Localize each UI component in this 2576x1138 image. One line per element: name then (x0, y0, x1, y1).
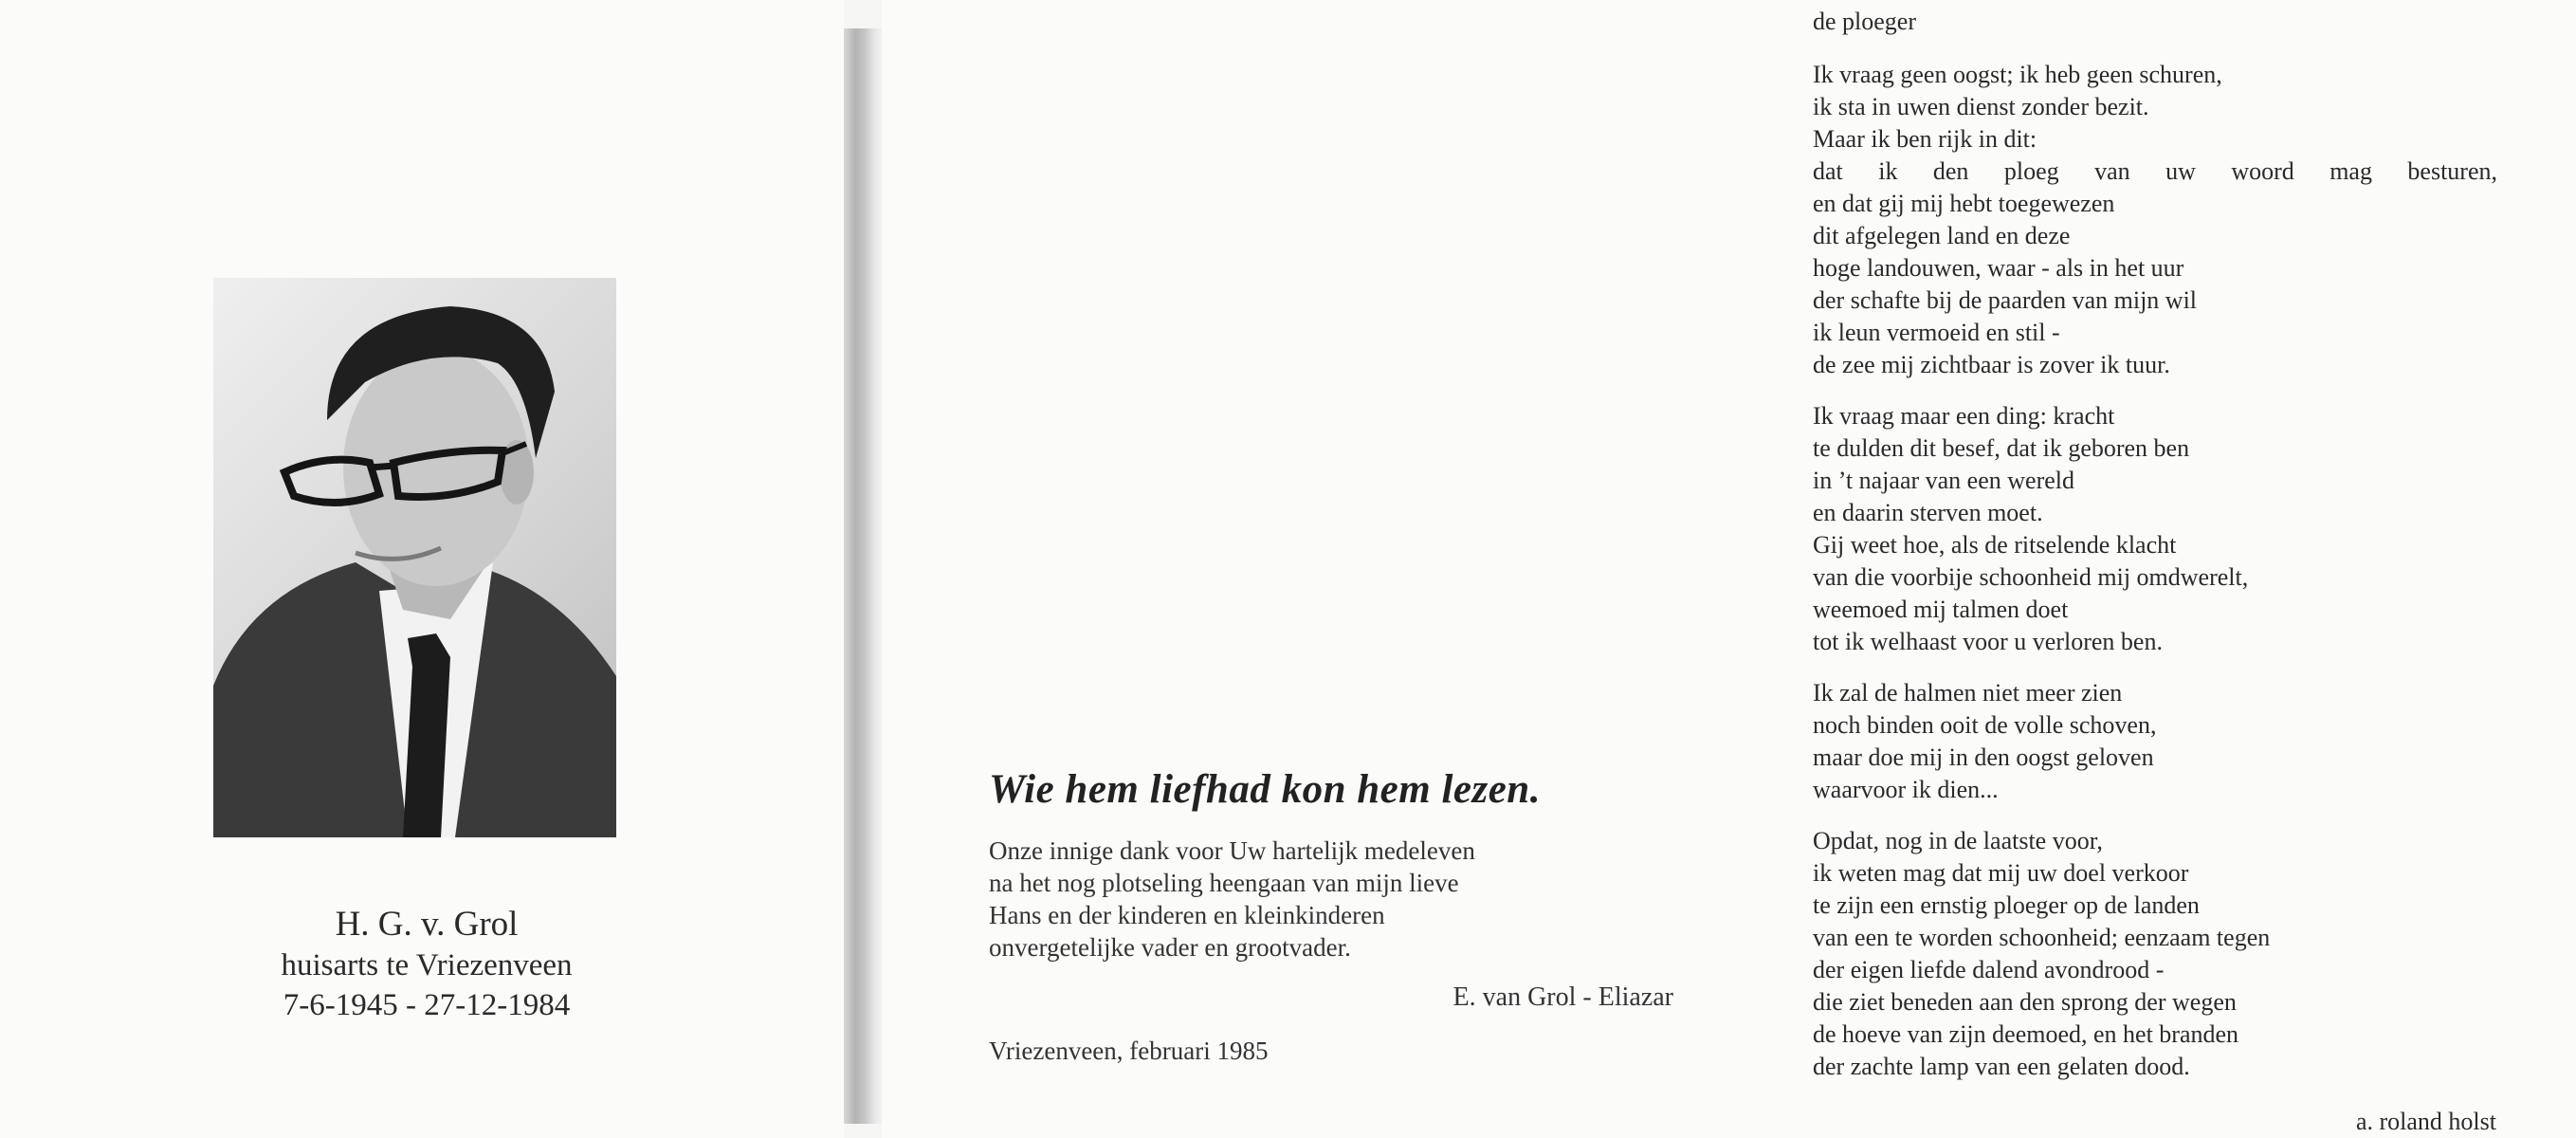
poem-line: Ik zal de halmen niet meer zien (1813, 679, 2123, 707)
thanks-signature: E. van Grol - Eliazar (1452, 982, 1673, 1012)
poem-line: de hoeve van zijn deemoed, en het branden (1813, 1020, 2239, 1048)
poem-title: de ploeger (1813, 8, 1917, 35)
poem-line: Opdat, nog in de laatste voor, (1813, 827, 2103, 854)
poem-line: Ik vraag geen oogst; ik heb geen schuren, (1813, 61, 2222, 88)
deceased-name: H. G. v. Grol (335, 905, 519, 944)
poem-line: ik sta in uwen dienst zonder bezit. (1813, 93, 2149, 120)
poem-stanza (1813, 400, 2497, 658)
poem-line: van een te worden schoonheid; eenzaam tegen (1813, 924, 2271, 951)
poem-line: dat ik den ploeg van uw woord mag besturen, (1813, 157, 2497, 185)
poem-line: Maar ik ben rijk in dit: (1813, 125, 2037, 153)
deceased-role: huisarts te Vriezenveen (281, 948, 573, 982)
poem-line: der zachte lamp van een gelaten dood. (1813, 1053, 2190, 1080)
place-date: Vriezenveen, februari 1985 (989, 1037, 1269, 1065)
thanks-line: na het nog plotseling heengaan van mijn lieve (989, 869, 1459, 897)
poem (1813, 6, 2497, 1102)
poem-line: noch binden ooit de volle schoven, (1813, 711, 2157, 739)
poem-line: dit afgelegen land en deze (1813, 222, 2071, 249)
portrait-photo (213, 278, 616, 837)
poem-line: ik weten mag dat mij uw doel verkoor (1813, 859, 2189, 887)
poem-line: in ’t najaar van een wereld (1813, 467, 2074, 494)
poem-line: van die voorbije schoonheid mij omdwerelt, (1813, 563, 2249, 591)
poem-stanza (1813, 677, 2497, 806)
poem-line: Ik vraag maar een ding: kracht (1813, 402, 2115, 430)
thanks-line: Onze innige dank voor Uw hartelijk medeleven (989, 836, 1475, 865)
poem-line: te dulden dit besef, dat ik geboren ben (1813, 434, 2190, 462)
poem-line: en daarin sterven moet. (1813, 499, 2043, 526)
poem-line: der schafte bij de paarden van mijn wil (1813, 286, 2198, 314)
poem-line: weemoed mij talmen doet (1813, 596, 2069, 623)
poem-line: tot ik welhaast voor u verloren ben. (1813, 628, 2163, 655)
thanks-heading: Wie hem liefhad kon hem lezen. (989, 767, 1541, 812)
left-page (0, 0, 844, 1138)
poem-stanza (1813, 825, 2497, 1083)
poem-line: die ziet beneden aan den sprong der wegen (1813, 988, 2237, 1016)
thanks-text (989, 835, 1673, 964)
poem-line: en dat gij mij hebt toegewezen (1813, 190, 2115, 217)
poem-line: der eigen liefde dalend avondrood - (1813, 956, 2165, 983)
thanks-line: onvergetelijke vader en grootvader. (989, 933, 1351, 962)
poem-line: de zee mij zichtbaar is zover ik tuur. (1813, 351, 2170, 378)
poem-author: a. roland holst (2355, 1108, 2496, 1135)
poem-line: waarvoor ik dien... (1813, 776, 1999, 803)
poem-line: te zijn een ernstig ploeger op de landen (1813, 891, 2200, 919)
poem-line: Gij weet hoe, als de ritselende klacht (1813, 531, 2177, 559)
card-fold-spine (844, 28, 882, 1124)
portrait-illustration (213, 278, 616, 837)
thanks-line: Hans en der kinderen en kleinkinderen (989, 901, 1385, 929)
poem-line: maar doe mij in den oogst geloven (1813, 743, 2154, 771)
poem-line: ik leun vermoeid en stil - (1813, 319, 2060, 346)
poem-stanza (1813, 59, 2497, 381)
life-dates: 7-6-1945 - 27-12-1984 (283, 988, 571, 1022)
poem-line: hoge landouwen, waar - als in het uur (1813, 254, 2184, 282)
